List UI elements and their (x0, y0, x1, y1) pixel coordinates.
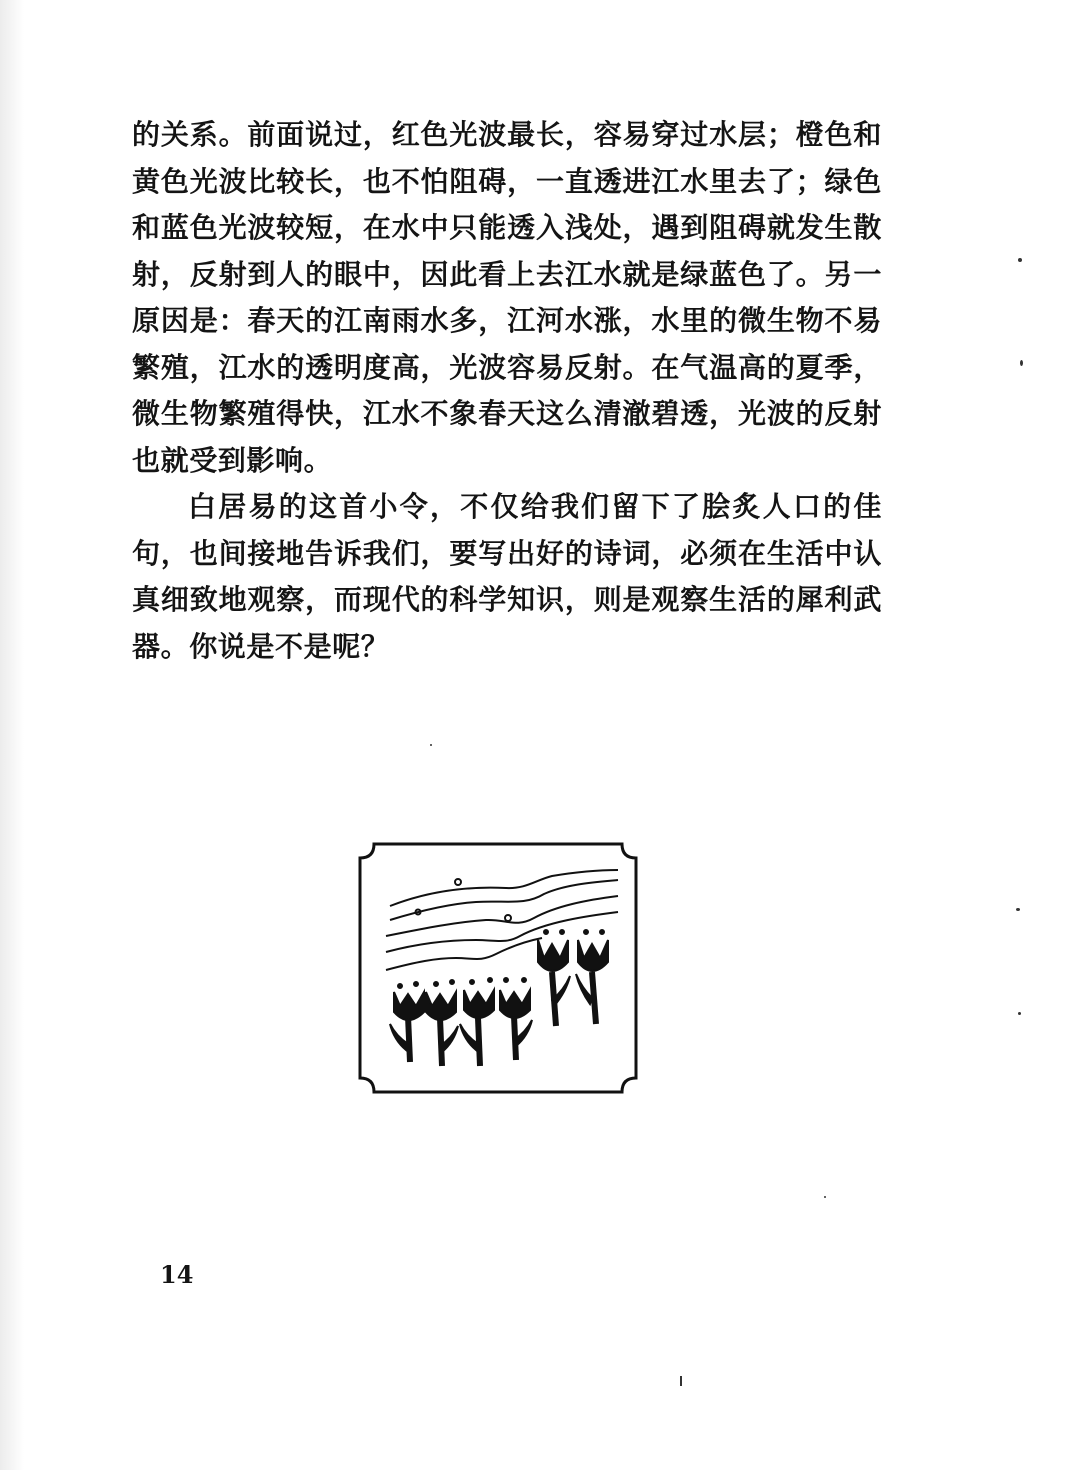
page-edge-shadow (0, 0, 24, 1470)
scan-speck (1018, 1012, 1021, 1015)
scan-speck (1020, 360, 1023, 366)
paragraph-1: 的关系。前面说过，红色光波最长，容易穿过水层；橙色和黄色光波比较长，也不怕阻碍，一直透进江水里去了；绿色和蓝色光波较短，在水中只能透入浅处，遇到阻碍就发生散射，反射到人的眼中，因此看上去江水就是绿蓝色了。另一原因是：春天的江南雨水多，江河水涨，水里的微生物不易繁殖，江水的透明度高，光波容易反射。在气温高的夏季，微生物繁殖得快，江水不象春天这么清澈碧透，光波的反射也就受到影响。 (132, 118, 882, 477)
tulip-illustration (356, 840, 640, 1096)
page-number: 14 (160, 1260, 194, 1289)
scan-speck (824, 1196, 826, 1198)
scan-speck (430, 744, 432, 746)
tulip-drawing (356, 840, 640, 1096)
body-text (132, 112, 882, 670)
tulip-flowers (390, 930, 608, 1066)
scan-speck (1016, 908, 1020, 911)
paragraph-2: 白居易的这首小令，不仅给我们留下了脍炙人口的佳句，也间接地告诉我们，要写出好的诗词，必须在生活中认真细致地观察，而现代的科学知识，则是观察生活的犀利武器。你说是不是呢？ (132, 490, 882, 663)
scan-speck (680, 1376, 682, 1386)
scan-speck (1018, 258, 1022, 262)
